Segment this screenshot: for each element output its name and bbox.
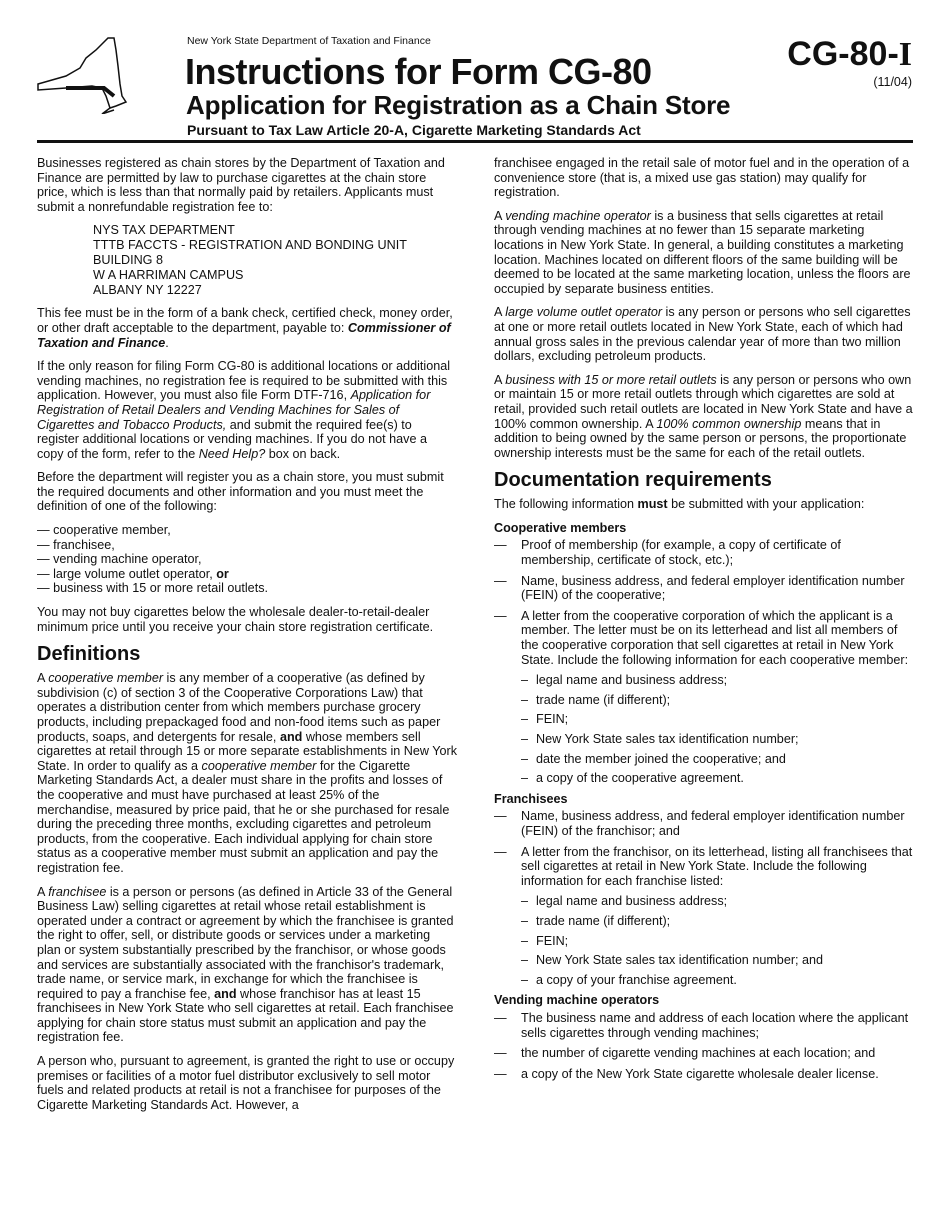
dash-marker: — bbox=[494, 1066, 507, 1081]
intro-text: The following information bbox=[494, 497, 635, 512]
en-dash-marker: – bbox=[521, 771, 529, 786]
form-code bbox=[787, 34, 912, 75]
dash-marker: — bbox=[494, 538, 507, 553]
requirement-item bbox=[494, 1067, 914, 1082]
definition-text: is any person or persons who own or maintain 15 or more retail outlets through which cigarettes are sold at retail, provided such retail outlets are located in New York State and have a 100% common ownership. A bbox=[494, 372, 913, 431]
requirement-text: A letter from the franchisor, on its letterhead, listing all franchisees that sell cigarettes at retail in New York State. Include the following information for each franchise listed: bbox=[521, 844, 913, 888]
fee-paragraph bbox=[37, 306, 457, 350]
retail-outlets-definition bbox=[494, 373, 914, 461]
list-item bbox=[37, 567, 457, 582]
dash-marker: — bbox=[494, 844, 507, 859]
en-dash-marker: – bbox=[521, 972, 529, 987]
en-dash-marker: – bbox=[521, 933, 529, 948]
sub-item-text: a copy of the cooperative agreement. bbox=[536, 771, 744, 786]
sub-item-text: trade name (if different); bbox=[536, 692, 671, 707]
definition-text: is any person or persons who sell cigarettes at one or more retail outlets located in New York State, each of which had annual gross sales in the previous calendar year of more than two million dollars, excluding petroleum products. bbox=[494, 305, 911, 364]
dash-marker: — bbox=[494, 1010, 507, 1025]
vending-operators-heading: Vending machine operators bbox=[494, 993, 660, 1008]
motor-fuel-paragraph: A person who, pursuant to agreement, is granted the right to use or occupy premises or facilities of a motor fuel distributor exclusively to sell motor fuels and related products at retail is not a franchisee for purposes of the Cigarette Marketing Standards Act. However, a bbox=[37, 1054, 455, 1112]
article: A bbox=[37, 884, 45, 899]
article: A bbox=[494, 305, 502, 320]
cooperative-members-heading: Cooperative members bbox=[494, 520, 627, 535]
en-dash-marker: – bbox=[521, 953, 529, 968]
qualification-list bbox=[37, 523, 457, 596]
sub-item-text: legal name and business address; bbox=[536, 673, 728, 688]
sub-item bbox=[521, 771, 914, 786]
definition-text: whose franchisor has at least 15 franchisees in New York State who sell cigarettes at retail. Each franchisee applying for chain store status must submit an application and pay the registration fee. bbox=[37, 986, 454, 1045]
form-date: (11/04) bbox=[873, 75, 912, 89]
sub-item bbox=[521, 712, 914, 727]
en-dash-marker: – bbox=[521, 751, 529, 766]
additional-text-2: and submit the required fee(s) to register additional locations or vending machines. If you do not have a copy of the form, refer to the bbox=[37, 417, 427, 461]
form-dtf716-title: Application for Registration of Retail Dealers and Vending Machines for Sales of Cigarettes and Tobacco Products, bbox=[37, 388, 431, 432]
term: cooperative member bbox=[201, 758, 317, 773]
requirement-item bbox=[494, 1046, 914, 1061]
article: A bbox=[37, 671, 45, 686]
intro-text: be submitted with your application: bbox=[671, 497, 865, 512]
sub-item-text: FEIN; bbox=[536, 933, 569, 948]
en-dash-marker: – bbox=[521, 913, 529, 928]
need-help-reference: Need Help? bbox=[198, 446, 266, 461]
requirement-item bbox=[494, 574, 914, 603]
additional-text-3: box on back. bbox=[268, 446, 341, 461]
dash-marker: — bbox=[494, 573, 507, 588]
mailing-address bbox=[93, 223, 457, 297]
en-dash-marker: – bbox=[521, 732, 529, 746]
may-not-paragraph: You may not buy cigarettes below the wholesale dealer-to-retail-dealer minimum price until you receive your chain store registration certificate. bbox=[37, 605, 434, 634]
term: vending machine operator bbox=[505, 208, 651, 223]
sub-item bbox=[521, 914, 914, 929]
continuation-paragraph: franchisee engaged in the retail sale of motor fuel and in the operation of a convenience store (that is, a mixed use gas station) may qualify for registration. bbox=[494, 156, 910, 200]
requirement-text: Proof of membership (for example, a copy of certificate of membership, certificate of stock, etc.); bbox=[521, 538, 841, 568]
term: 100% common ownership bbox=[656, 416, 802, 431]
payee-end: . bbox=[165, 335, 169, 350]
requirement-item bbox=[494, 609, 914, 667]
dash-marker: — bbox=[494, 608, 507, 623]
new-york-state-map-icon bbox=[36, 36, 128, 114]
requirement-item bbox=[494, 845, 914, 889]
sub-item bbox=[521, 752, 914, 767]
requirement-text: Name, business address, and federal employer identification number (FEIN) of the franchisor; and bbox=[521, 809, 905, 838]
term: cooperative member bbox=[48, 671, 164, 686]
en-dash-marker: – bbox=[521, 712, 529, 727]
documentation-heading: Documentation requirements bbox=[494, 469, 772, 492]
page-subtitle: Application for Registration as a Chain Store bbox=[186, 90, 731, 120]
sub-item bbox=[521, 894, 914, 909]
additional-text-1: If the only reason for filing Form CG-80 is additional locations or additional vending machines, no registration fee is required to be submitted with this application. However, you must also file Form DTF-716, bbox=[37, 359, 451, 403]
and-word: and bbox=[214, 986, 237, 1001]
form-code-prefix: CG-80- bbox=[787, 35, 899, 73]
sub-item bbox=[521, 693, 914, 708]
definition-text: means that in addition to being owned by the same person or persons, the proportionate ownership interests must be the same for each of the retail outlets. bbox=[494, 416, 907, 460]
definition-text: is any member of a cooperative (as defined by subdivision (c) of section 3 of the Cooperative Corporations Law) that operates a distribution center from which members purchase grocery products, including prepackaged food and non-food items such as paper products, soaps, and detergents for resale, bbox=[37, 671, 441, 744]
header-rule bbox=[37, 140, 913, 143]
left-column bbox=[37, 156, 457, 1121]
additional-locations-paragraph bbox=[37, 359, 457, 461]
address-line: W A HARRIMAN CAMPUS bbox=[93, 267, 244, 282]
form-code-suffix: I bbox=[898, 36, 912, 73]
pursuant-line: Pursuant to Tax Law Article 20-A, Cigarette Marketing Standards Act bbox=[187, 122, 641, 138]
address-line: ALBANY NY 12227 bbox=[93, 282, 202, 297]
list-item: — franchisee, bbox=[37, 537, 115, 552]
franchisees-heading: Franchisees bbox=[494, 791, 568, 806]
definition-text: for the Cigarette Marketing Standards Act, a dealer must share in the profits and losses of the cooperative and must have purchased at least 25% of the merchandise, measured by price paid, that he or she purchased for resale during the preceding three months, excluding cigarettes and petroleum products, from the cooperative. Each individual applying for chain store status as a cooperative member must submit an application and pay the registration fee. bbox=[37, 758, 450, 875]
large-volume-definition bbox=[494, 305, 914, 363]
or-word: or bbox=[216, 566, 229, 581]
list-item: — vending machine operator, bbox=[37, 552, 202, 567]
en-dash-marker: – bbox=[521, 894, 529, 909]
address-line: BUILDING 8 bbox=[93, 252, 163, 267]
franchisee-definition bbox=[37, 885, 457, 1046]
definition-text: is a business that sells cigarettes at retail through vending machines at no fewer than 15 separate marketing locations in New York State. In general, a building constitutes a marketing location. Machines located on different floors of the same building will be deemed to be located at the same marketing location, unless the floors are occupied by separate business entities. bbox=[494, 208, 911, 296]
address-line: NYS TAX DEPARTMENT bbox=[93, 223, 235, 238]
and-word: and bbox=[279, 729, 303, 744]
dash-marker: — bbox=[494, 809, 507, 824]
list-item: — business with 15 or more retail outlets. bbox=[37, 581, 268, 596]
sub-item-text: New York State sales tax identification number; bbox=[536, 732, 799, 746]
definitions-heading: Definitions bbox=[37, 643, 141, 666]
term: franchisee bbox=[48, 884, 107, 899]
term: large volume outlet operator bbox=[505, 305, 663, 320]
list-item: — cooperative member, bbox=[37, 523, 171, 538]
requirement-item bbox=[494, 1011, 914, 1040]
sub-item bbox=[521, 673, 914, 688]
sub-item-text: a copy of your franchise agreement. bbox=[536, 972, 737, 987]
must-word: must bbox=[637, 497, 668, 512]
fee-text: This fee must be in the form of a bank check, certified check, money order, or other draft acceptable to the department, payable to: bbox=[37, 306, 453, 335]
sub-item bbox=[521, 934, 914, 949]
requirement-item bbox=[494, 809, 914, 838]
sub-item bbox=[521, 973, 914, 988]
article: A bbox=[494, 208, 502, 223]
requirement-text: A letter from the cooperative corporation of which the applicant is a member. The letter must be on its letterhead and list all members of the cooperative corporation that sell cigarettes at retail in New York State. Include the following information for each cooperative member: bbox=[521, 608, 909, 667]
definition-text: whose members sell cigarettes at retail through 15 or more separate establishments in New York State. In order to qualify as a bbox=[37, 729, 458, 773]
cooperative-definition bbox=[37, 671, 457, 875]
documentation-intro bbox=[494, 497, 914, 512]
sub-item-text: FEIN; bbox=[536, 712, 569, 727]
sub-item-text: trade name (if different); bbox=[536, 913, 671, 928]
sub-item-text: New York State sales tax identification number; and bbox=[536, 953, 824, 968]
dash-marker: — bbox=[494, 1046, 507, 1061]
requirement-text: Name, business address, and federal employer identification number (FEIN) of the cooperative; bbox=[521, 573, 905, 603]
vending-definition bbox=[494, 209, 914, 297]
en-dash-marker: – bbox=[521, 692, 529, 707]
sub-item bbox=[521, 732, 914, 747]
definition-text: is a person or persons (as defined in Article 33 of the General Business Law) selling cigarettes at retail whose retail establishment is operated under a contract or agreement by which the franchisee is granted the right to offer, sell, or distribute goods or services under a marketing plan or system substantially prescribed by the franchisor, or whose goods and services are substantially associated with the franchisor's trademark, trade name, or service mark, in exchange for which the franchisee is required to pay a franchise fee, bbox=[37, 884, 454, 1001]
article: A bbox=[494, 372, 502, 387]
department-name: New York State Department of Taxation and Finance bbox=[187, 35, 431, 47]
intro-paragraph: Businesses registered as chain stores by the Department of Taxation and Finance are permitted by law to purchase cigarettes at the chain store price, which is less than that normally paid by retailers. Applicants must submit a nonrefundable registration fee to: bbox=[37, 156, 445, 214]
sub-item-text: date the member joined the cooperative; and bbox=[536, 751, 786, 766]
term: business with 15 or more retail outlets bbox=[505, 372, 717, 387]
sub-item-text: legal name and business address; bbox=[536, 894, 728, 909]
payee-name: Commissioner of Taxation and Finance bbox=[37, 320, 451, 350]
before-paragraph: Before the department will register you as a chain store, you must submit the required documents and other information and you must meet the definition of one of the following: bbox=[37, 470, 444, 514]
requirement-text: The business name and address of each location where the applicant sells cigarettes through vending machines; bbox=[521, 1010, 909, 1040]
en-dash-marker: – bbox=[521, 673, 529, 688]
right-column bbox=[494, 156, 914, 1087]
address-line: TTTB FACCTS - REGISTRATION AND BONDING UNIT bbox=[93, 238, 407, 253]
list-item-text: — large volume outlet operator, bbox=[37, 566, 213, 581]
sub-item bbox=[521, 953, 914, 968]
page-title: Instructions for Form CG-80 bbox=[185, 51, 652, 92]
requirement-text: the number of cigarette vending machines at each location; and bbox=[521, 1046, 876, 1061]
requirement-item bbox=[494, 538, 914, 567]
requirement-text: a copy of the New York State cigarette wholesale dealer license. bbox=[521, 1066, 879, 1081]
